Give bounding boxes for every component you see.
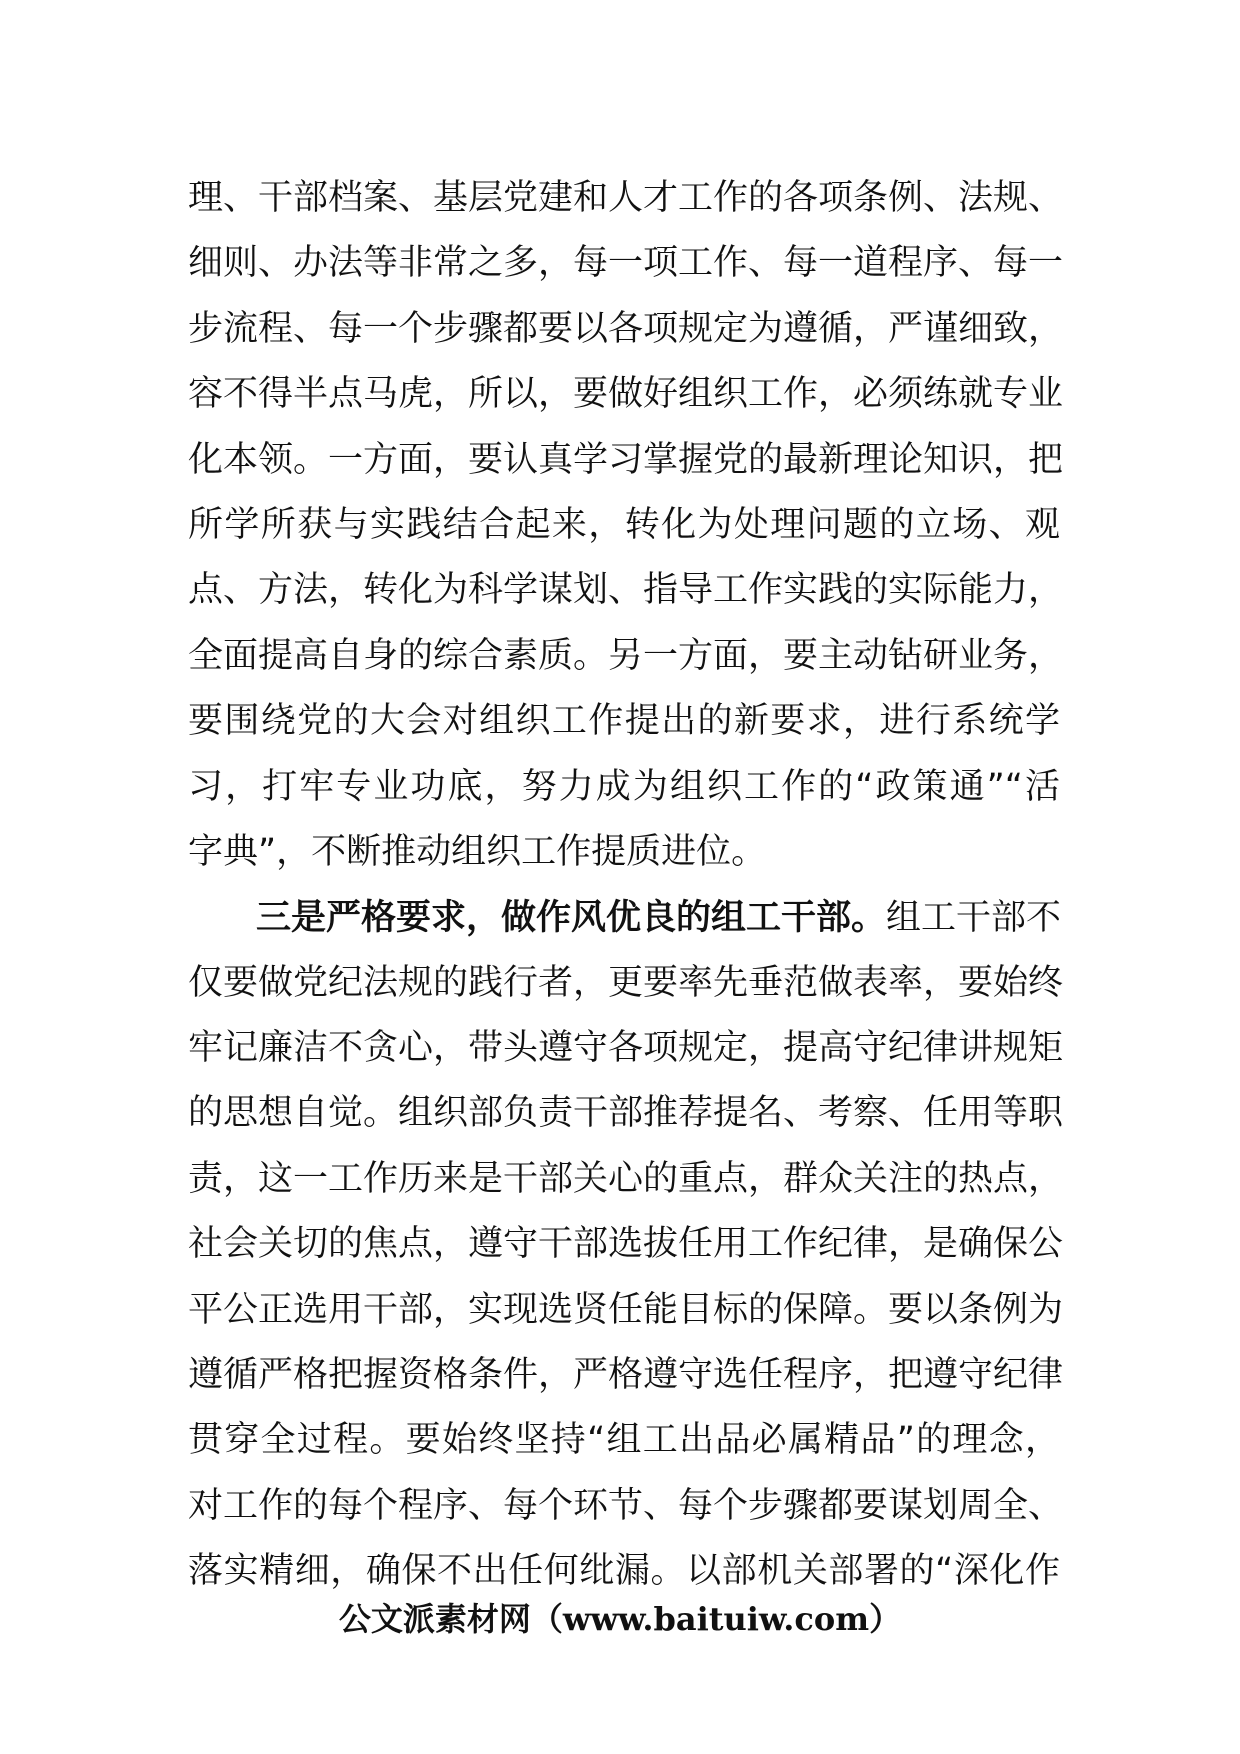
- document-body: [188, 166, 1064, 1605]
- paragraph-line: 仅要做党纪法规的践行者，更要率先垂范做表率，要始终: [188, 962, 1064, 1003]
- paragraph-line: 遵循严格把握资格条件，严格遵守选任程序，把遵守纪律: [188, 1355, 1064, 1396]
- section-heading-continuation: 组工干部不: [886, 898, 1062, 939]
- paragraph-line: 全面提高自身的综合素质。另一方面，要主动钻研业务，: [188, 635, 1064, 676]
- section-heading: 三是严格要求，做作风优良的组工干部。: [256, 897, 887, 939]
- paragraph-line: 落实精细，确保不出任何纰漏。以部机关部署的“深化作: [188, 1551, 1060, 1592]
- paragraph-line: 化本领。一方面，要认真学习掌握党的最新理论知识，把: [188, 439, 1064, 480]
- paragraph-line: 平公正选用干部，实现选贤任能目标的保障。要以条例为: [188, 1289, 1064, 1330]
- section-heading-line: [188, 885, 1060, 950]
- paragraph-line: 责，这一工作历来是干部关心的重点，群众关注的热点，: [188, 1158, 1064, 1199]
- paragraph-line: 点、方法，转化为科学谋划、指导工作实践的实际能力，: [188, 570, 1064, 611]
- paragraph-line: 要围绕党的大会对组织工作提出的新要求，进行系统学: [188, 701, 1060, 742]
- paragraph-line: 习，打牢专业功底，努力成为组织工作的“政策通”“活: [188, 766, 1060, 807]
- paragraph-line: 所学所获与实践结合起来，转化为处理问题的立场、观: [188, 504, 1060, 545]
- paragraph-line: 步流程、每一个步骤都要以各项规定为遵循，严谨细致，: [188, 308, 1064, 349]
- paragraph-line: 的思想自觉。组织部负责干部推荐提名、考察、任用等职: [188, 1093, 1064, 1134]
- paragraph-line: 贯穿全过程。要始终坚持“组工出品必属精品”的理念，: [188, 1420, 1060, 1461]
- paragraph-line: 字典”，不断推动组织工作提质进位。: [188, 831, 767, 872]
- paragraph-line: 对工作的每个程序、每个环节、每个步骤都要谋划周全、: [188, 1485, 1064, 1526]
- paragraph-line: 容不得半点马虎，所以，要做好组织工作，必须练就专业: [188, 374, 1064, 415]
- footer-watermark: 公文派素材网（www.baituiw.com）: [338, 1600, 902, 1638]
- paragraph-line: 细则、办法等非常之多，每一项工作、每一道程序、每一: [188, 243, 1064, 284]
- paragraph-line: 牢记廉洁不贪心，带头遵守各项规定，提高守纪律讲规矩: [188, 1028, 1064, 1069]
- paragraph-line: 社会关切的焦点，遵守干部选拔任用工作纪律，是确保公: [188, 1224, 1064, 1265]
- paragraph-line: 理、干部档案、基层党建和人才工作的各项条例、法规、: [188, 178, 1064, 218]
